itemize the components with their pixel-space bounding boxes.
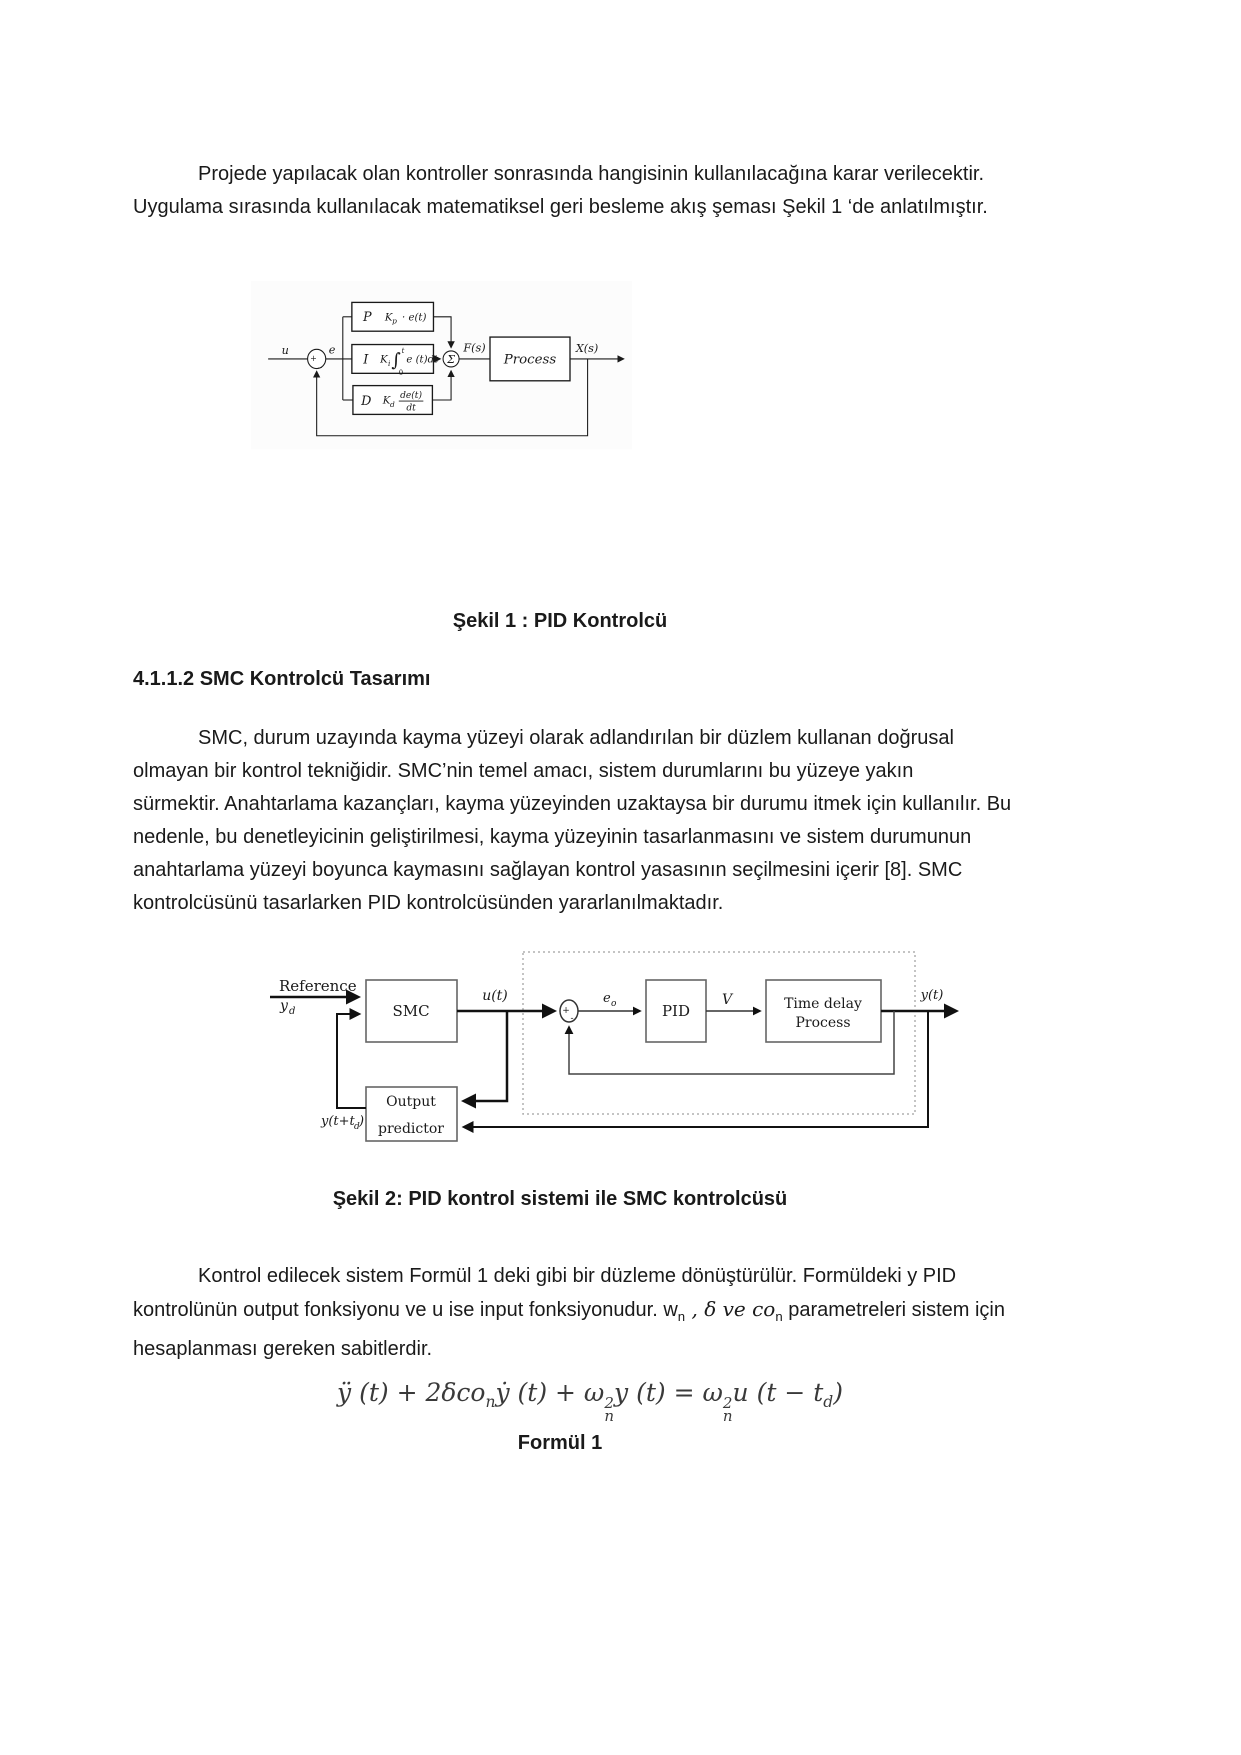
process-label: Process [503, 352, 557, 368]
omega-sup-sub [722, 1393, 733, 1425]
paragraph-text: parametreleri sistem için [782, 1299, 1005, 1321]
sum-plus-sign: + [310, 354, 317, 364]
paragraph-line: olmayan bir kontrol tekniğidir. SMC’nin temel amacı, sistem durumlarını bu yüzeye yakın [133, 760, 914, 782]
eo-sub-label: o [611, 999, 617, 1009]
paragraph-line: Projede yapılacak olan kontroller sonrasında hangisinin kullanılacağına karar verilecektir. [198, 163, 984, 185]
paragraph-text [685, 1299, 775, 1321]
d-block-name: D [361, 393, 372, 409]
ut-label: u(t) [482, 988, 508, 1004]
time-delay-label-line2: Process [795, 1015, 851, 1031]
reference-label: Reference [279, 977, 357, 995]
paragraph-line [133, 1293, 1118, 1333]
sum-minus-sign: _ [317, 358, 322, 368]
section-heading: 4.1.1.2 SMC Kontrolcü Tasarımı [133, 668, 431, 690]
formula-part: ) [833, 1378, 843, 1407]
figure2-caption: Şekil 2: PID kontrol sistemi ile SMC kontrolcüsü [332, 1188, 788, 1210]
input-label: u [281, 344, 289, 358]
ytd-label: y(t+t [321, 1114, 355, 1129]
paragraph-line: sürmektir. Anahtarlama kazançları, kayma yüzeyinden uzaktaysa bir durumu itmek için kullanılır. Bu [133, 793, 1012, 815]
intro-paragraph [133, 158, 1118, 224]
formula-sub-n: n [722, 1406, 733, 1425]
inner-plus-sign: + [562, 1006, 570, 1016]
xs-label: X(s) [575, 342, 599, 355]
pid-block-diagram [250, 280, 970, 600]
smc-label: SMC [392, 1002, 430, 1020]
inner-minus-sign: - [570, 1014, 574, 1024]
integral-lower-limit: 0 [398, 368, 404, 377]
formula-part: ÿ (t) + 2δco [337, 1378, 486, 1407]
figure-background [251, 281, 632, 450]
figure1-caption: Şekil 1 : PID Kontrolcü [452, 610, 668, 632]
paragraph-line: kontrolcüsünü tasarlarken PID kontrolcüsünden yararlanılmaktadır. [133, 892, 724, 914]
yd-sub-label: d [289, 1006, 296, 1017]
p-expression: · e(t) [402, 312, 427, 324]
integral-sign: ∫ [391, 349, 401, 371]
p-gain-sub: p [392, 316, 397, 326]
formula-sub-n: n [604, 1406, 614, 1425]
predictor-to-smc-line [337, 1014, 366, 1108]
paragraph-line: Kontrol edilecek sistem Formül 1 deki gibi bir düzleme dönüştürülür. Formüldeki y PID [198, 1265, 957, 1287]
wn-subscript: n [677, 1309, 686, 1324]
p-gain: K [384, 312, 393, 324]
con-subscript: n [775, 1309, 783, 1324]
smc-pid-diagram [245, 940, 975, 1190]
formula-part: ẏ (t) + ω [495, 1378, 605, 1407]
formula-sup-2: 2 [722, 1393, 733, 1412]
output-predictor-label-line2: predictor [378, 1121, 444, 1137]
pid-label: PID [661, 1002, 691, 1020]
time-delay-label-line1: Time delay [784, 996, 862, 1012]
eo-label: e [603, 991, 611, 1006]
output-predictor-label-line1: Output [386, 1094, 436, 1110]
formula-sup-2: 2 [604, 1393, 614, 1412]
paragraph-text-greek: , δ ve co [685, 1297, 776, 1321]
yt-label: y(t) [920, 988, 944, 1003]
i-gain: K [380, 354, 388, 366]
ut-to-predictor-line [464, 1011, 507, 1101]
i-gain-sub: i [388, 358, 391, 368]
formula-sub-d: d [823, 1393, 834, 1411]
formula-caption: Formül 1 [517, 1432, 603, 1454]
formula-part: y (t) = ω [614, 1378, 723, 1407]
paragraph-line: nedenle, bu denetleyicinin geliştirilmesi, kayma yüzeyinin tasarlanmasını ve sistem durumunun [133, 826, 972, 848]
omega-sup-sub [604, 1393, 614, 1425]
smc-paragraph [133, 722, 1118, 920]
formula-1 [0, 1378, 1180, 1425]
i-expression: e (t)dt [406, 354, 439, 366]
ytd-close-label: ) [359, 1114, 365, 1129]
sigma-symbol: Σ [447, 353, 456, 367]
formula-part: u (t − t [732, 1378, 824, 1407]
ytd-sub-label: d [354, 1122, 360, 1132]
integral-upper-limit: t [401, 347, 405, 356]
paragraph-text: kontrolünün output fonksiyonu ve u ise input fonksiyonudur. w [133, 1299, 678, 1321]
formula-intro-paragraph [133, 1260, 1118, 1366]
error-label: e [328, 343, 336, 357]
i-block-name: I [363, 352, 369, 368]
formula-sub-n: n [485, 1393, 496, 1411]
yd-label: y [280, 998, 288, 1014]
p-block-name: P [363, 310, 372, 326]
fs-label: F(s) [463, 341, 486, 355]
d-gain: K [382, 395, 391, 407]
paragraph-line: anahtarlama yüzeyi boyunca kaymasını sağlayan kontrol yasasının seçilmesini içerir [8]. SMC [133, 859, 963, 881]
v-label: V [722, 992, 733, 1008]
d-fraction-denominator: dt [406, 403, 416, 414]
d-gain-sub: d [390, 399, 395, 409]
paragraph-line: Uygulama sırasında kullanılacak matematiksel geri besleme akış şeması Şekil 1 ‘de anlatılmıştır. [133, 196, 988, 218]
d-fraction-numerator: de(t) [400, 390, 422, 401]
paragraph-line: hesaplanması gereken sabitlerdir. [133, 1338, 433, 1360]
paragraph-line: SMC, durum uzayında kayma yüzeyi olarak adlandırılan bir düzlem kullanan doğrusal [198, 727, 954, 749]
